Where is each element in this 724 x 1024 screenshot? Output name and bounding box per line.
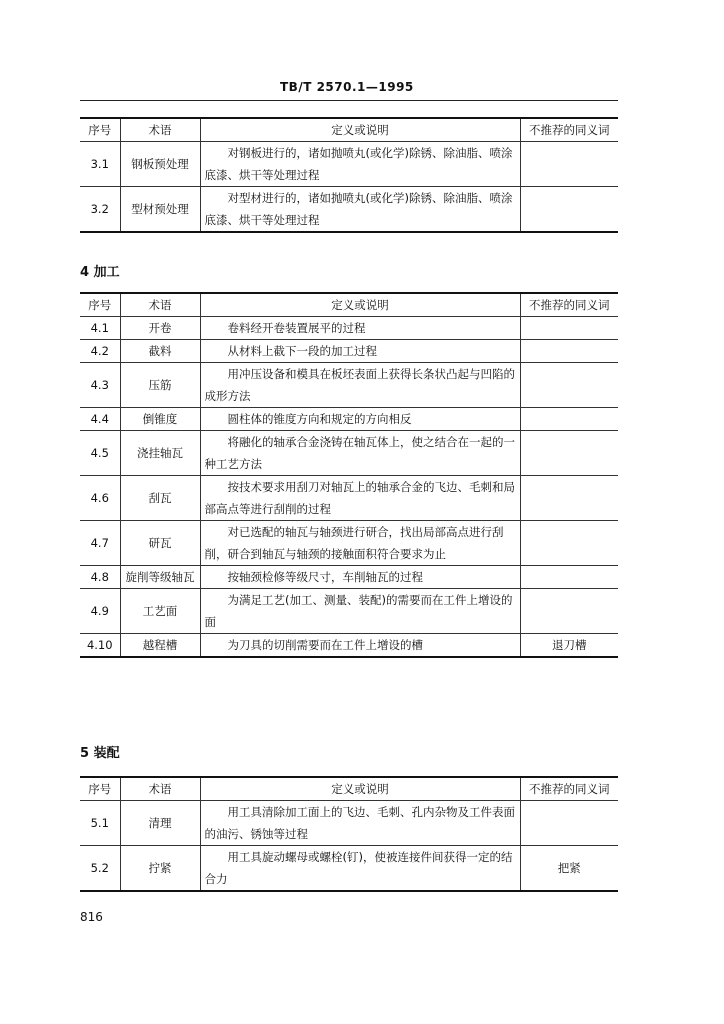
row-term: 刮瓦 (120, 476, 200, 521)
row-synonym (520, 317, 618, 340)
row-number: 4.7 (80, 521, 120, 566)
table-row (80, 566, 618, 589)
row-definition: 圆柱体的锥度方向和规定的方向相反 (200, 408, 520, 431)
row-term: 截料 (120, 340, 200, 363)
table-row (80, 431, 618, 476)
col-header-seq: 序号 (80, 777, 120, 801)
col-header-definition: 定义或说明 (200, 118, 520, 142)
row-definition: 用冲压设备和模具在板坯表面上获得长条状凸起与凹陷的成形方法 (200, 363, 520, 408)
row-synonym (520, 142, 618, 187)
row-synonym (520, 476, 618, 521)
page-number: 816 (80, 910, 103, 924)
col-header-term: 术语 (120, 293, 200, 317)
row-definition: 将融化的轴承合金浇铸在轴瓦体上，使之结合在一起的一种工艺方法 (200, 431, 520, 476)
row-term: 清理 (120, 801, 200, 846)
row-definition: 对型材进行的，诸如抛喷丸(或化学)除锈、除油脂、喷涂底漆、烘干等处理过程 (200, 187, 520, 233)
col-header-definition: 定义或说明 (200, 293, 520, 317)
row-definition: 为满足工艺(加工、测量、装配)的需要而在工件上增设的面 (200, 589, 520, 634)
row-term: 工艺面 (120, 589, 200, 634)
table-header-row (80, 293, 618, 317)
col-header-seq: 序号 (80, 293, 120, 317)
row-number: 4.3 (80, 363, 120, 408)
col-header-term: 术语 (120, 777, 200, 801)
row-synonym (520, 431, 618, 476)
row-term: 研瓦 (120, 521, 200, 566)
col-header-definition: 定义或说明 (200, 777, 520, 801)
table-row (80, 801, 618, 846)
table-row (80, 634, 618, 658)
row-number: 4.10 (80, 634, 120, 658)
row-definition: 用工具清除加工面上的飞边、毛刺、孔内杂物及工件表面的油污、锈蚀等过程 (200, 801, 520, 846)
section-title-4: 4 加工 (80, 265, 120, 280)
row-synonym (520, 521, 618, 566)
row-term: 钢板预处理 (120, 142, 200, 187)
row-number: 4.1 (80, 317, 120, 340)
table-row (80, 408, 618, 431)
row-number: 4.8 (80, 566, 120, 589)
header-rule (80, 100, 618, 101)
row-number: 3.2 (80, 187, 120, 233)
table-header-row (80, 777, 618, 801)
table-row (80, 363, 618, 408)
row-term: 拧紧 (120, 846, 200, 892)
table-row (80, 521, 618, 566)
row-term: 型材预处理 (120, 187, 200, 233)
table-row (80, 589, 618, 634)
section-title-5: 5 装配 (80, 746, 120, 761)
table-row (80, 846, 618, 892)
row-number: 4.4 (80, 408, 120, 431)
col-header-seq: 序号 (80, 118, 120, 142)
row-definition: 对已选配的轴瓦与轴颈进行研合，找出局部高点进行刮削，研合到轴瓦与轴颈的接触面积符合要求为止 (200, 521, 520, 566)
row-number: 4.2 (80, 340, 120, 363)
col-header-term: 术语 (120, 118, 200, 142)
row-synonym (520, 589, 618, 634)
row-synonym (520, 363, 618, 408)
row-definition: 从材料上截下一段的加工过程 (200, 340, 520, 363)
row-synonym (520, 187, 618, 233)
table-row (80, 187, 618, 233)
row-synonym: 把紧 (520, 846, 618, 892)
row-definition: 按轴颈检修等级尺寸，车削轴瓦的过程 (200, 566, 520, 589)
col-header-synonym: 不推荐的同义词 (520, 293, 618, 317)
row-term: 旋削等级轴瓦 (120, 566, 200, 589)
table-header-row (80, 118, 618, 142)
row-number: 4.9 (80, 589, 120, 634)
row-definition: 卷料经开卷装置展平的过程 (200, 317, 520, 340)
table-row (80, 142, 618, 187)
row-number: 3.1 (80, 142, 120, 187)
row-term: 越程槽 (120, 634, 200, 658)
row-definition: 用工具旋动螺母或螺栓(钉)，使被连接件间获得一定的结合力 (200, 846, 520, 892)
row-synonym (520, 801, 618, 846)
table-row (80, 476, 618, 521)
table-row (80, 340, 618, 363)
row-number: 5.1 (80, 801, 120, 846)
row-synonym: 退刀槽 (520, 634, 618, 658)
row-number: 4.5 (80, 431, 120, 476)
terms-table-section-5 (80, 776, 618, 892)
row-definition: 对钢板进行的，诸如抛喷丸(或化学)除锈、除油脂、喷涂底漆、烘干等处理过程 (200, 142, 520, 187)
row-number: 4.6 (80, 476, 120, 521)
row-synonym (520, 408, 618, 431)
row-term: 倒锥度 (120, 408, 200, 431)
row-definition: 按技术要求用刮刀对轴瓦上的轴承合金的飞边、毛刺和局部高点等进行刮削的过程 (200, 476, 520, 521)
row-term: 压筋 (120, 363, 200, 408)
row-synonym (520, 566, 618, 589)
terms-table-section-4 (80, 292, 618, 658)
row-term: 开卷 (120, 317, 200, 340)
row-synonym (520, 340, 618, 363)
col-header-synonym: 不推荐的同义词 (520, 777, 618, 801)
standard-code: TB/T 2570.1—1995 (280, 80, 414, 94)
table-row (80, 317, 618, 340)
row-definition: 为刀具的切削需要而在工件上增设的槽 (200, 634, 520, 658)
terms-table-section-3 (80, 117, 618, 233)
row-term: 浇挂轴瓦 (120, 431, 200, 476)
col-header-synonym: 不推荐的同义词 (520, 118, 618, 142)
row-number: 5.2 (80, 846, 120, 892)
